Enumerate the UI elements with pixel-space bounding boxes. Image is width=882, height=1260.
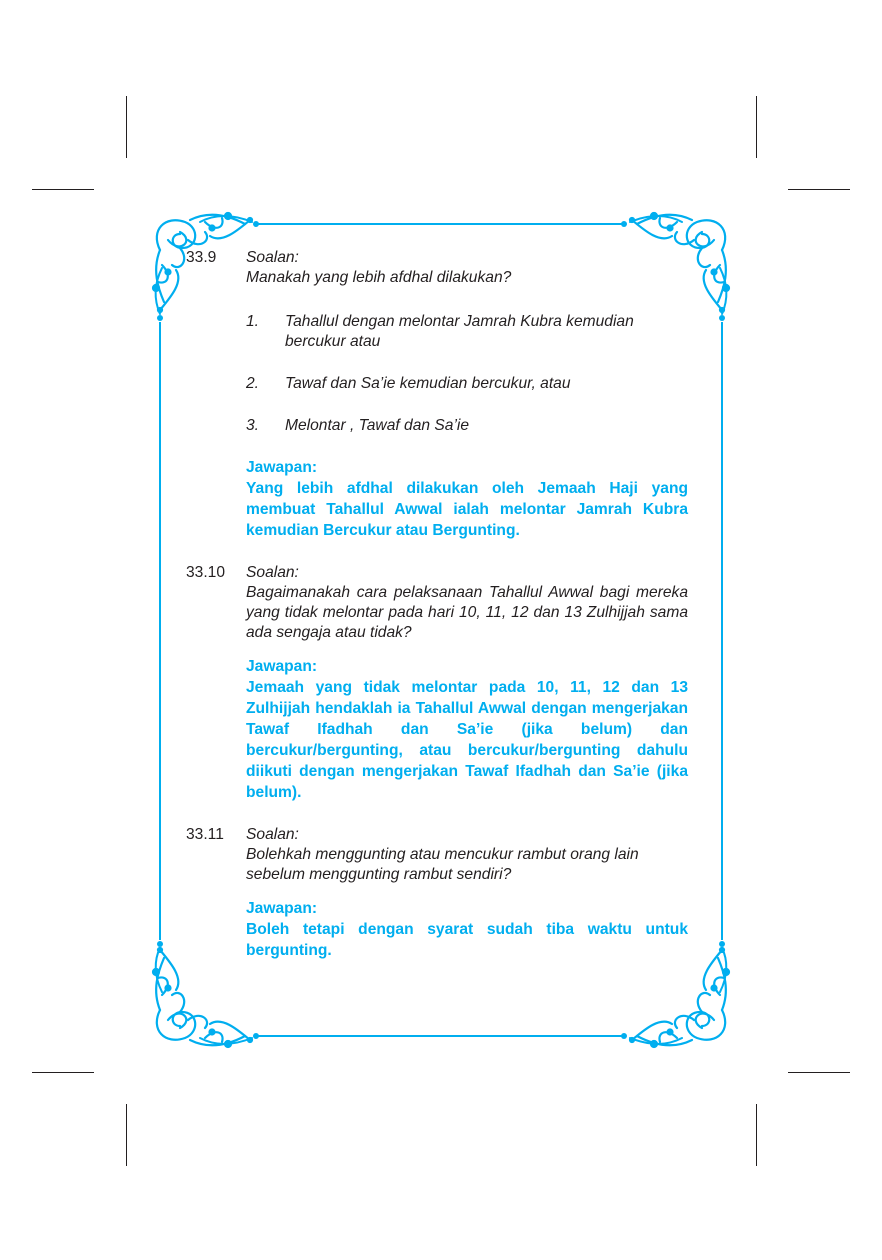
answer-label: Jawapan: [246,900,318,917]
question-number: 33.11 [186,826,224,843]
question-33-10 [186,563,688,803]
qa-content [186,248,688,961]
answer-text: Boleh tetapi dengan syarat sudah tiba waktu untuk bergunting. [246,921,688,959]
question-text: Bagaimanakah cara pelaksanaan Tahallul Awwal bagi mereka yang tidak melontar pada hari 10, 11, 12 dan 13 Zulhijjah sama ada sengaja atau tidak? [246,584,688,641]
answer-text: Jemaah yang tidak melontar pada 10, 11, 12 dan 13 Zulhijjah hendaklah ia Tahallul Awwal dengan mengerjakan Tawaf Ifadhah dan Sa’ie (jika belum) dan bercukur/bergunting, atau bercukur/bergunting dahulu diikuti dengan mengerjakan Tawaf Ifadhah dan Sa’ie (jika belum). [246,679,688,801]
question-text: Manakah yang lebih afdhal dilakukan? [246,269,512,286]
option-item: 3. Melontar , Tawaf dan Sa’ie [246,417,470,434]
question-label: Soalan: [246,564,299,581]
question-33-11 [186,825,688,961]
option-item: 1. Tahallul dengan melontar Jamrah Kubra kemudian bercukur atau [246,313,634,350]
question-text: Bolehkah menggunting atau mencukur rambut orang lain sebelum menggunting rambut sendiri? [246,846,639,883]
question-label: Soalan: [246,249,299,266]
answer-text: Yang lebih afdhal dilakukan oleh Jemaah Haji yang membuat Tahallul Awwal ialah melontar Jamrah Kubra kemudian Bercukur atau Bergunting. [246,480,688,539]
question-number: 33.9 [186,249,217,266]
question-number: 33.10 [186,564,226,581]
question-label: Soalan: [246,826,299,843]
answer-label: Jawapan: [246,459,318,476]
options-list [246,312,688,436]
question-33-9 [186,248,688,541]
option-item: 2. Tawaf dan Sa’ie kemudian bercukur, atau [246,375,571,392]
answer-label: Jawapan: [246,658,318,675]
